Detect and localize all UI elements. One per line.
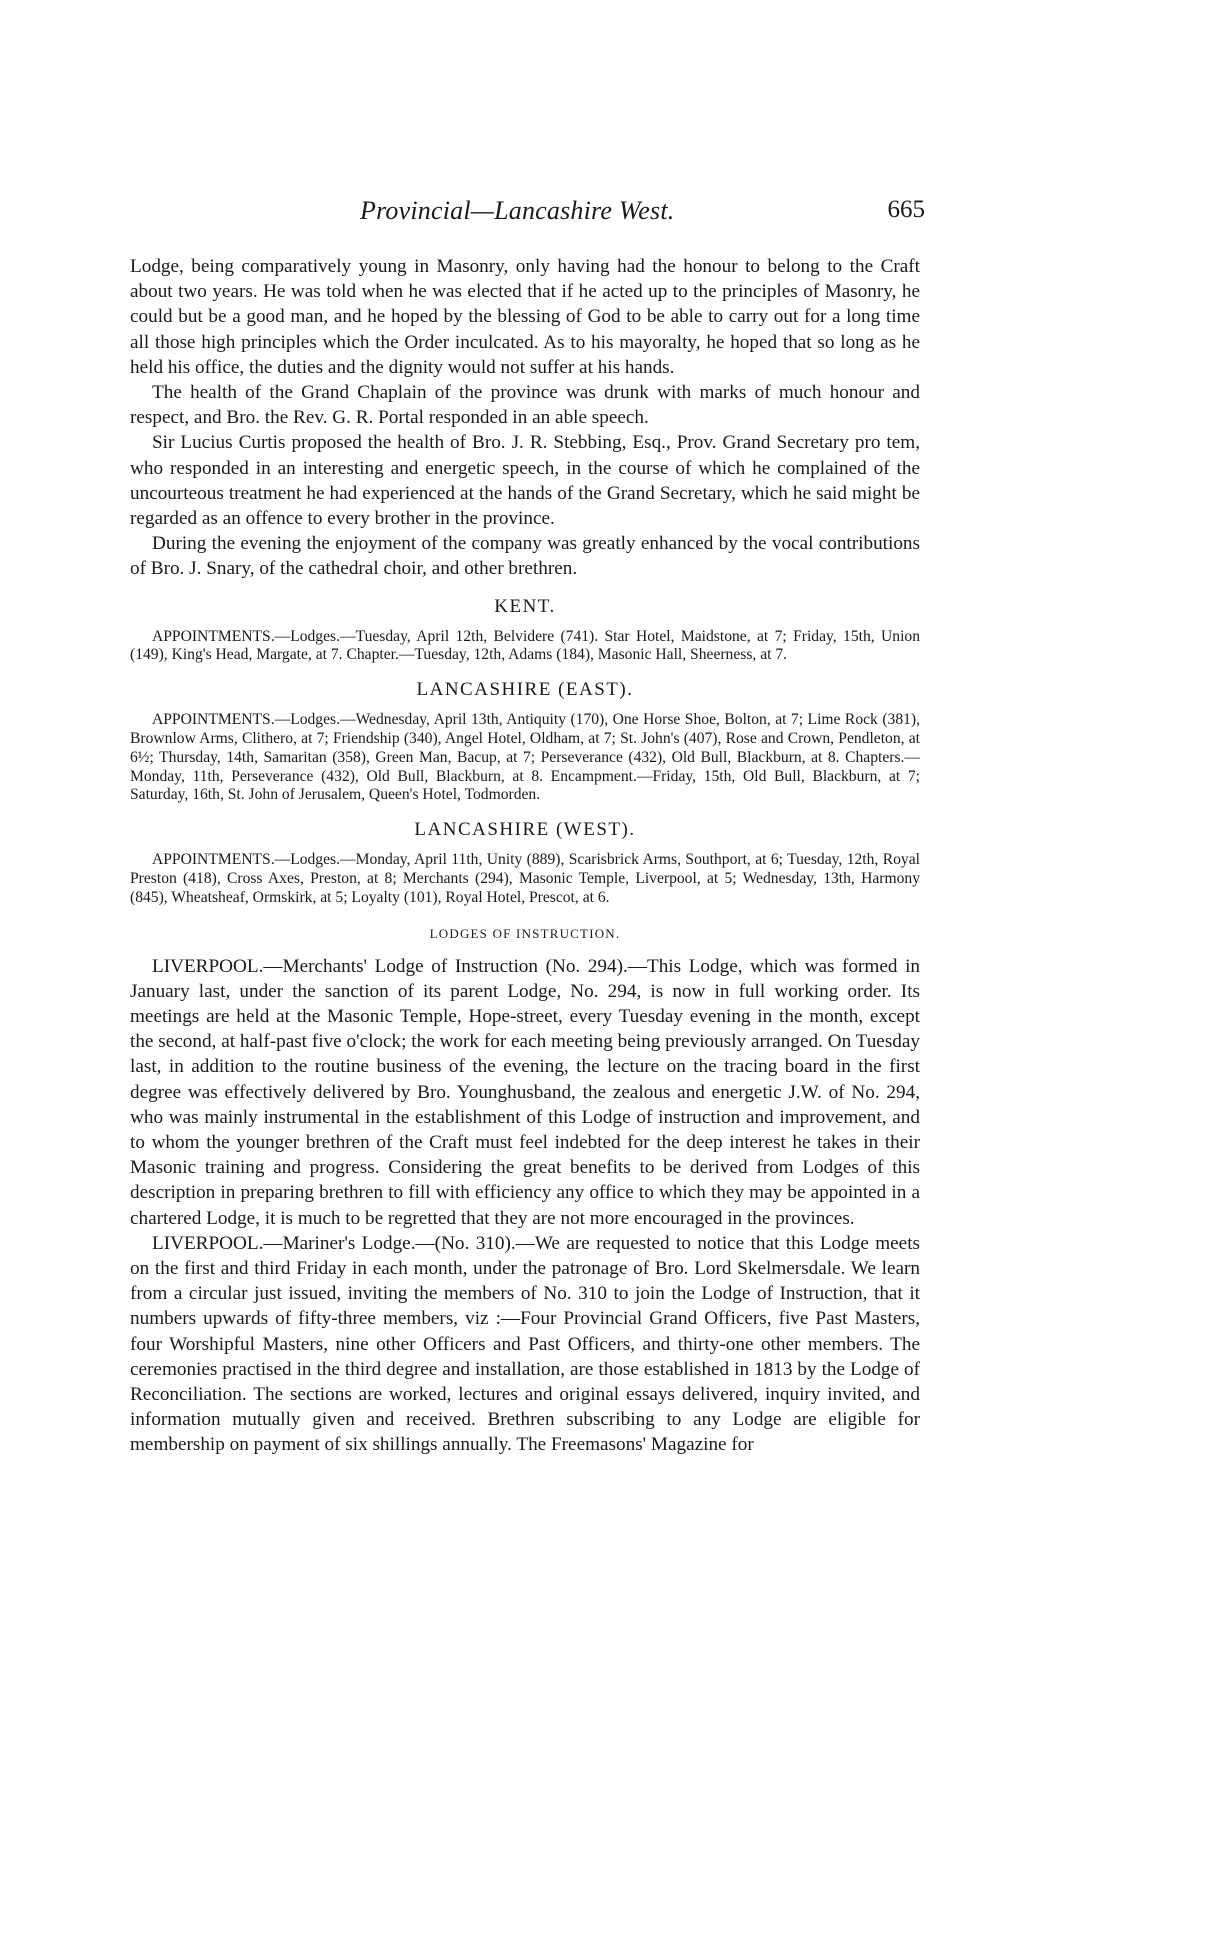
paragraph-merchants-lodge: LIVERPOOL.—Merchants' Lodge of Instruction (No. 294).—This Lodge, which was formed in January last, under the sanction of its parent Lodge, No. 294, is now in full working order. Its meetings are held at the Masonic Temple, Hope-street, every Tuesday evening in the month, except the second, at half-past five o'clock; the work for each meeting being previously arranged. On Tuesday last, in addition to the routine business of the evening, the lecture on the tracing board in the first degree was effectively delivered by Bro. Younghusband, the zealous and energetic J.W. of No. 294, who was mainly instrumental in the establishment of this Lodge of instruction and improvement, and to whom the younger brethren of the Craft must feel indebted for the deep interest he takes in their Masonic training and progress. Considering the great benefits to be derived from Lodges of this description in preparing brethren to fill with efficiency any office to which they may be appointed in a chartered Lodge, it is much to be regretted that they are not more encouraged in the provinces. — [130, 955, 920, 1229]
section-title-lancashire-west: LANCASHIRE (WEST). — [414, 819, 636, 841]
section-title-lodges-of-instruction: LODGES OF INSTRUCTION. — [429, 925, 621, 941]
section-title-kent: KENT. — [494, 595, 556, 617]
section-title-lancashire-east: LANCASHIRE (EAST). — [416, 679, 634, 701]
page-number: 665 — [887, 196, 925, 223]
paragraph-mayor-reply: Lodge, being comparatively young in Masonry, only having had the honour to belong to the Craft about two years. He was told when he was elected that if he acted up to the principles of Masonry, he could but be a good man, and he hoped by the blessing of God to be able to carry out for a long time all those high principles which the Order inculcated. As to his mayoralty, he hoped that so long as he held his office, the duties and the dignity would not suffer at his hands. — [130, 256, 920, 378]
running-head: Provincial—Lancashire West. — [360, 196, 675, 225]
lancashire-west-appointments: APPOINTMENTS.—Lodges.—Monday, April 11th, Unity (889), Scarisbrick Arms, Southport, at 6; Tuesday, 12th, Royal Preston (418), Cross Axes, Preston, at 8; Merchants (294), Masonic Temple, Liverpool, at 5; Wednesday, 13th, Harmony (845), Wheatsheaf, Ormskirk, at 5; Loyalty (101), Royal Hotel, Prescot, at 6. — [130, 851, 920, 906]
kent-appointments: APPOINTMENTS.—Lodges.—Tuesday, April 12th, Belvidere (741). Star Hotel, Maidstone, at 7; Friday, 15th, Union (149), King's Head, Margate, at 7. Chapter.—Tuesday, 12th, Adams (184), Masonic Hall, Sheerness, at 7. — [130, 627, 920, 664]
page-header — [135, 196, 925, 236]
paragraph-prov-grand-secretary: Sir Lucius Curtis proposed the health of Bro. J. R. Stebbing, Esq., Prov. Grand Secretary pro tem, who responded in an interesting and energetic speech, in the course of which he complained of the uncourteous treatment he had experienced at the hands of the Grand Secretary, which he said might be regarded as an offence to every brother in the province. — [130, 432, 920, 530]
paragraph-grand-chaplain: The health of the Grand Chaplain of the province was drunk with marks of much honour and respect, and Bro. the Rev. G. R. Portal responded in an able speech. — [130, 382, 920, 429]
paragraph-mariners-lodge: LIVERPOOL.—Mariner's Lodge.—(No. 310).—We are requested to notice that this Lodge meets on the first and third Friday in each month, under the patronage of Bro. Lord Skelmersdale. We learn from a circular just issued, inviting the members of No. 310 to join the Lodge of Instruction, that it numbers upwards of fifty-three members, viz :—Four Provincial Grand Officers, five Past Masters, four Worshipful Masters, nine other Officers and Past Officers, and thirty-one other members. The ceremonies practised in the third degree and installation, are those established in 1813 by the Lodge of Reconciliation. The sections are worked, lectures and original essays delivered, inquiry invited, and information mutually given and received. Brethren subscribing to any Lodge are eligible for membership on payment of six shillings annually. The Freemasons' Magazine for — [130, 1232, 920, 1456]
paragraph-evening-music: During the evening the enjoyment of the company was greatly enhanced by the vocal contributions of Bro. J. Snary, of the cathedral choir, and other brethren. — [130, 533, 920, 580]
text-column — [130, 254, 920, 1458]
lancashire-east-appointments: APPOINTMENTS.—Lodges.—Wednesday, April 13th, Antiquity (170), One Horse Shoe, Bolton, at 7; Lime Rock (381), Brownlow Arms, Clithero, at 7; Friendship (340), Angel Hotel, Oldham, at 7; St. John's (407), Rose and Crown, Pendleton, at 6½; Thursday, 14th, Samaritan (358), Green Man, Bacup, at 7; Perseverance (432), Old Bull, Blackburn, at 8. Chapters.—Monday, 11th, Perseverance (432), Old Bull, Blackburn, at 8. Encampment.—Friday, 15th, Old Bull, Blackburn, at 7; Saturday, 16th, St. John of Jerusalem, Queen's Hotel, Todmorden. — [130, 711, 920, 804]
